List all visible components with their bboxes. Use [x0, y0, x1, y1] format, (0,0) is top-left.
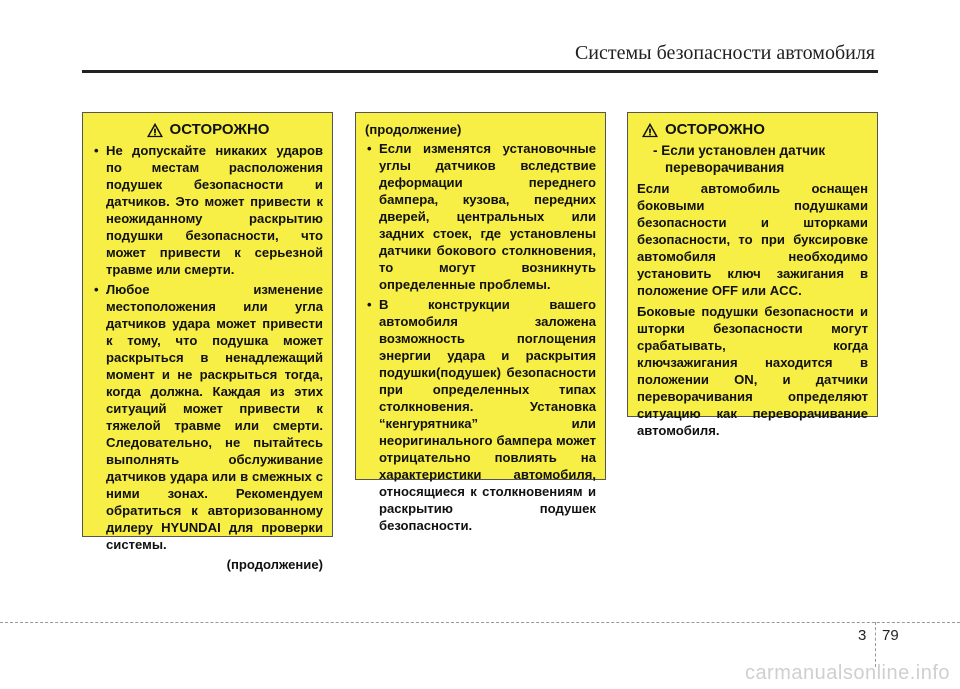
list-item: • Не допускайте никаких ударов по местам расположения подушек безопасности и датчиков. Это может привести к неожиданному раскрытию подушки безопасности, что может привести к серьезной травме или смерти. — [92, 142, 323, 278]
warning-box-1 — [82, 112, 333, 572]
warning-heading-text: ОСТОРОЖНО — [665, 121, 765, 138]
warning-box-3 — [627, 112, 878, 438]
continued-label: (продолжение) — [365, 122, 462, 137]
paragraph: Боковые подушки безопасности и шторки безопасности могут срабатывать, когда ключзажигания находится в положении ON, и датчики переворачивания определяют ситуацию как переворачивание автомобиля. — [637, 304, 868, 438]
header-rule — [82, 70, 878, 73]
warning-subheading: - Если установлен датчик переворачивания — [653, 143, 826, 175]
page-number: 79 — [882, 627, 899, 644]
footer-divider — [875, 622, 876, 667]
warning-triangle-icon — [641, 122, 659, 138]
watermark: carmanualsonline.info — [744, 662, 950, 684]
warning-triangle-icon — [146, 122, 164, 138]
warning-heading-1 — [92, 121, 323, 139]
chapter-number: 3 — [858, 627, 867, 644]
continued-label: (продолжение) — [226, 557, 323, 572]
bullet-list — [365, 140, 596, 534]
warning-heading-3 — [637, 121, 868, 139]
list-item: • Если изменятся установочные углы датчиков вследствие деформации переднего бампера, кузова, передних дверей, центральных или задних стоек, где установлены датчики бокового столкновения, то могут возникнуть определенные проблемы. — [365, 140, 596, 293]
paragraph: Если автомобиль оснащен боковыми подушками безопасности и шторками безопасности, то при буксировке автомобиля необходимо установить ключ зажигания в положение OFF или ACC. — [637, 181, 868, 298]
warning-heading-text: ОСТОРОЖНО — [169, 121, 270, 138]
list-item: • Любое изменение местоположения или угла датчиков удара может привести к тому, что подушка может раскрыться в ненадлежащий момент и не раскрыться тогда, когда должна. Каждая из этих ситуаций может привести к тяжелой травме или смерти. Следовательно, не пытайтесь выполнять обслуживание датчиков удара или в смежных с ними зонах. Рекомендуем обратиться к авторизованному дилеру HYUNDAI для проверки системы. — [92, 281, 323, 553]
header-title: Системы безопасности автомобиля — [574, 42, 875, 64]
footer-rule — [0, 622, 960, 623]
warning-box-2 — [355, 112, 606, 533]
bullet-list — [92, 142, 323, 553]
list-item: • В конструкции вашего автомобиля заложена возможность поглощения энергии удара и раскрытия подушки(подушек) безопасности при определенных типах столкновения. Установка “кенгурятника” или неоригинального бампера может отрицательно повлиять на характеристики автомобиля, относящиеся к столкновениям и раскрытию подушек безопасности. — [365, 296, 596, 534]
